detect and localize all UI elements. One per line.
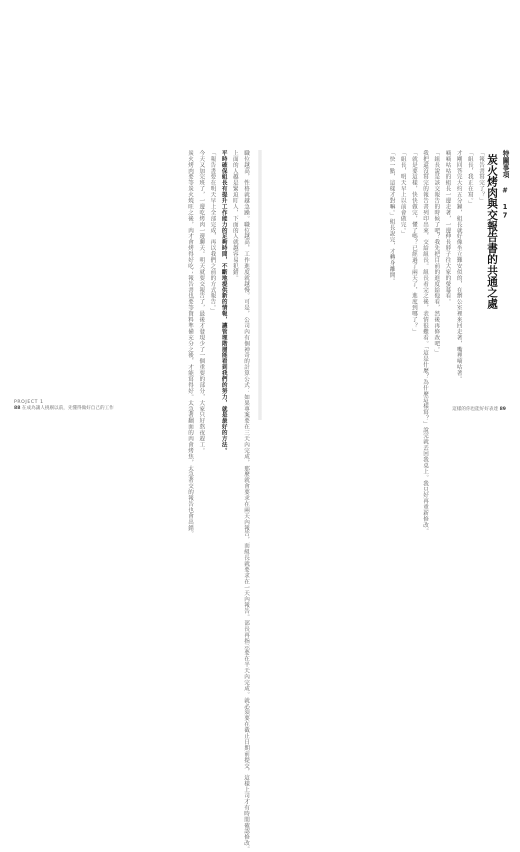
right-footer: [452, 406, 506, 412]
left-footer: [14, 400, 114, 412]
left-paragraph: 炭火烤肉要等炭火燒旺之後，肉才會烤得好吃；報告書也要等資料準備充分之後，才能寫得好。太急著翻面的肉會烤焦，太急著交的報告也會出錯。: [187, 150, 194, 537]
left-page-body: [32, 150, 250, 852]
right-paragraph: 「快一點，這樣才對嘛。」組長說完，才轉身離開。: [388, 150, 395, 285]
right-page-number: 89: [499, 407, 506, 412]
right-paragraph: 才剛回答完大約五分鐘，組長就好像坐立難安似的，在辦公室裡來回走著，嘴裡嘀咕著。: [455, 150, 462, 383]
right-paragraph: 嘀嘀咕咕的組長一邊走著，一邊伸長脖子往大家的螢幕看。: [444, 150, 451, 305]
right-paragraph: 我把還沒寫完的報告書列印出來，交給組長。組長看完之後，表情很難看。「這是什麼？為什麼這樣寫？」說完就丟回我桌上。我只好再重新修改。: [422, 150, 429, 534]
left-paragraph-emphasis: 平時確保組長有提升工作能力的足夠時間，不斷地提供新的情報，讓管理階層能看到我們的努力，就是最好的方法。: [220, 150, 227, 454]
project-label: PROJECT 1: [14, 400, 44, 405]
chapter-eyebrow: 特關事項 # 17: [501, 150, 509, 220]
right-paragraph: 「報告書寫完了？」: [478, 150, 484, 204]
right-paragraph: 「組長，我正在寫。」: [466, 150, 473, 207]
chapter-heading: [488, 150, 510, 418]
left-paragraph: 今天又加完班了，一邊吃烤肉一邊聊天。明天就要交報告了，最後才發現少了一個重要的部分，大家只好熬夜趕工。: [198, 150, 205, 454]
left-paragraph: 上面的人越是緊迫盯人，下面的人就越容易犯錯。: [231, 150, 238, 281]
left-page-number: 88: [14, 406, 21, 412]
right-page-body: [285, 150, 485, 534]
right-page: [260, 0, 520, 534]
chapter-title: 炭火烤肉與交報告書的共通之處: [486, 154, 498, 310]
right-paragraph: 「組長，明天早上以前會做完。」: [399, 150, 406, 237]
right-paragraph: 「就是要這樣，快快做完，懂了嗎？已經過了兩天了，進度到哪了？」: [410, 150, 417, 335]
left-paragraph: 職位越高，性格就越急躁。職位越高，工作進度就越慢。可是，公司內有個神奇的計算公式：如果專案要在三天內完成，那麼就會要求在兩天內報告，而組長就要求在一天內報告。部長再指示要在半天內完成。就必須要在截止日期前提交，這樣上司才有時間確認修改。: [243, 150, 249, 852]
left-running-title: 在成為讓人挑剔以前，先懂得做好自己的工作: [21, 406, 114, 412]
right-running-title: 這樣的你也能好好表達: [452, 407, 499, 412]
right-paragraph: 「組長說是該交報告的時候了吧？我先把目前的進度給他看，然後再修改吧。」: [433, 150, 440, 356]
left-paragraph: 「報告書要在明天早上全部完成，再以我們之前的方式報告。」: [209, 150, 216, 314]
